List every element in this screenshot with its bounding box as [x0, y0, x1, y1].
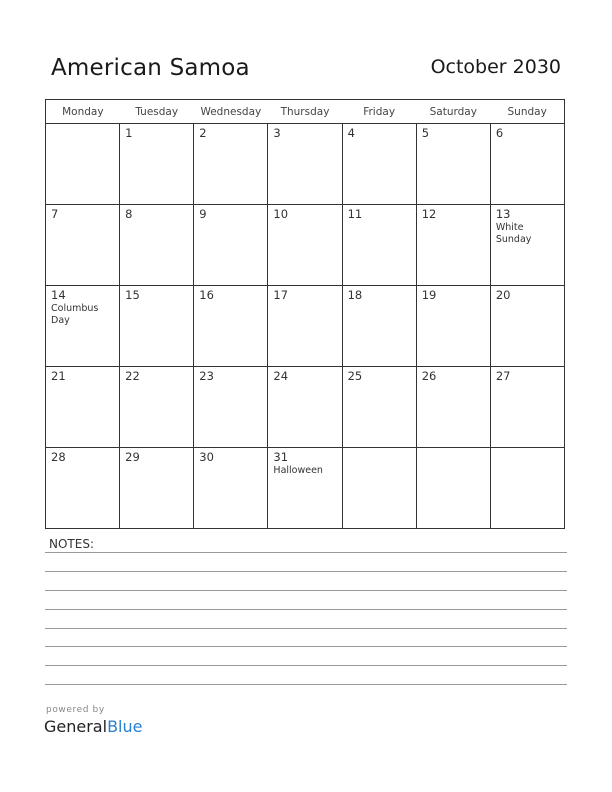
day-number: 27: [495, 369, 511, 383]
weekday-thursday: Thursday: [268, 100, 342, 124]
note-line: [45, 665, 567, 666]
day-number: 17: [273, 288, 289, 302]
day-number: 26: [421, 369, 437, 383]
calendar-week-row: [46, 286, 565, 367]
weekday-monday: Monday: [46, 100, 120, 124]
calendar-day-cell: [416, 367, 490, 448]
note-line: [45, 684, 567, 685]
weekday-sunday: Sunday: [490, 100, 564, 124]
notes-label: NOTES:: [49, 537, 94, 551]
calendar-day-cell: [194, 448, 268, 529]
calendar-day-cell: [416, 124, 490, 205]
day-number: 5: [421, 126, 430, 140]
day-number: 18: [347, 288, 363, 302]
calendar-day-cell: [416, 286, 490, 367]
day-number: 14: [51, 288, 66, 302]
calendar-day-cell: [416, 448, 490, 529]
calendar-day-cell: [342, 124, 416, 205]
calendar-day-cell: [416, 205, 490, 286]
calendar-day-cell: [120, 124, 194, 205]
calendar-day-cell: [342, 367, 416, 448]
weekday-saturday: Saturday: [416, 100, 490, 124]
calendar-day-cell: [490, 367, 564, 448]
day-number: 2: [199, 126, 207, 140]
weekday-tuesday: Tuesday: [120, 100, 194, 124]
calendar-day-cell: [46, 205, 120, 286]
day-number: 22: [125, 369, 140, 383]
calendar-day-cell: [46, 367, 120, 448]
weekday-wednesday: Wednesday: [194, 100, 268, 124]
note-line: [45, 571, 567, 572]
day-number: 11: [347, 207, 363, 221]
day-number: 7: [51, 207, 59, 221]
calendar-day-cell: [342, 448, 416, 529]
calendar-day-cell: [120, 286, 194, 367]
note-line: [45, 552, 567, 553]
calendar-grid: [45, 99, 565, 529]
calendar-day-cell: [490, 205, 564, 286]
calendar-week-row: [46, 448, 565, 529]
calendar-week-row: [46, 367, 565, 448]
calendar-day-cell: [490, 124, 564, 205]
calendar-day-cell: [268, 448, 342, 529]
calendar-day-cell: [268, 124, 342, 205]
day-number: 21: [51, 369, 66, 383]
calendar-week-row: [46, 205, 565, 286]
day-number: 31: [273, 450, 289, 464]
day-number: 8: [125, 207, 133, 221]
note-line: [45, 628, 567, 629]
note-line: [45, 590, 567, 591]
calendar-week-row: [46, 124, 565, 205]
day-number: 16: [199, 288, 214, 302]
weekday-friday: Friday: [342, 100, 416, 124]
holiday-label: Columbus Day: [51, 303, 99, 326]
day-number: 28: [51, 450, 66, 464]
calendar-day-cell: [120, 448, 194, 529]
calendar-day-cell: [46, 124, 120, 205]
holiday-label: Halloween: [273, 465, 323, 476]
day-number: 19: [421, 288, 437, 302]
calendar-day-cell: [268, 205, 342, 286]
day-number: 30: [199, 450, 214, 464]
brand-name-general: General: [44, 717, 108, 736]
calendar-day-cell: [120, 367, 194, 448]
brand-logo[interactable]: [44, 717, 142, 736]
note-line: [45, 609, 567, 610]
day-number: 1: [125, 126, 133, 140]
day-number: 6: [495, 126, 504, 140]
calendar-day-cell: [194, 367, 268, 448]
weekday-header-row: [46, 100, 565, 124]
brand-name-blue: Blue: [107, 717, 143, 736]
calendar-day-cell: [194, 205, 268, 286]
day-number: 25: [347, 369, 363, 383]
calendar-day-cell: [268, 286, 342, 367]
note-line: [45, 646, 567, 647]
calendar-month-year: October 2030: [430, 56, 561, 78]
calendar-day-cell: [342, 205, 416, 286]
day-number: 12: [421, 207, 437, 221]
day-number: 3: [273, 126, 281, 140]
calendar-day-cell: [120, 205, 194, 286]
day-number: 9: [199, 207, 207, 221]
day-number: 10: [273, 207, 289, 221]
calendar-day-cell: [490, 286, 564, 367]
calendar-day-cell: [194, 124, 268, 205]
day-number: 13: [495, 207, 511, 221]
day-number: 24: [273, 369, 289, 383]
day-number: 29: [125, 450, 140, 464]
calendar-day-cell: [342, 286, 416, 367]
powered-by-text: powered by: [46, 705, 105, 715]
holiday-label: White Sunday: [495, 222, 532, 245]
calendar-day-cell: [194, 286, 268, 367]
calendar-day-cell: [46, 286, 120, 367]
day-number: 20: [495, 288, 511, 302]
calendar-day-cell: [268, 367, 342, 448]
calendar-region-title: American Samoa: [51, 55, 250, 81]
calendar-day-cell: [46, 448, 120, 529]
calendar-day-cell: [490, 448, 564, 529]
day-number: 4: [347, 126, 355, 140]
day-number: 15: [125, 288, 140, 302]
day-number: 23: [199, 369, 214, 383]
